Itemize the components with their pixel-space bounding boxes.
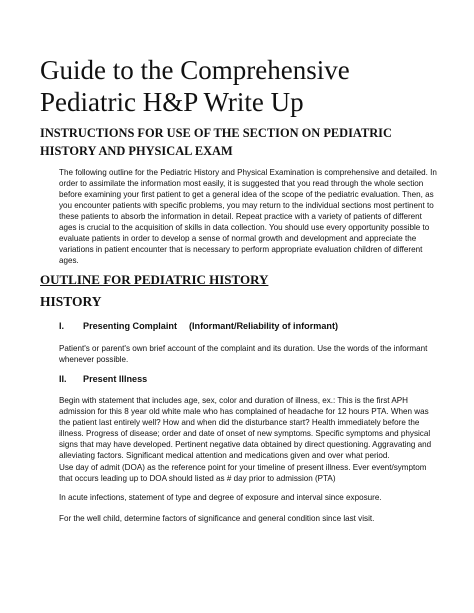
outline-heading: OUTLINE FOR PEDIATRIC HISTORY — [40, 272, 269, 287]
section-heading-present-illness — [59, 373, 147, 385]
section-title: Present Illness — [83, 374, 148, 384]
intro-paragraph: The following outline for the Pediatric History and Physical Examination is comprehensive and detailed. In order to assimilate the information most easily, it is suggested that you read through the whole section before examining your first patient to get a general idea of the scope of the pediatric evaluation. Then, as you encounter patients with specific problems, you may return to the individual sections most pertinent to these patients to absorb the information in detail. Repeat practice with a variety of patients of different ages is crucial to the acquisition of skills in data collection. You should use every opportunity possible to evaluate patients in order to develop a sense of normal growth and development and appreciate the variations in patient encounter that is necessary to perform appropriate evaluation children of different ages. — [59, 168, 437, 265]
instructions-heading: INSTRUCTIONS FOR USE OF THE SECTION ON PEDIATRIC HISTORY AND PHYSICAL EXAM — [40, 126, 392, 158]
section-heading-presenting-complaint — [59, 320, 338, 332]
document-title: Guide to the Comprehensive Pediatric H&P Write Up — [40, 55, 350, 117]
present-illness-paragraph-3: In acute infections, statement of type and degree of exposure and interval since exposure. — [59, 493, 382, 502]
present-illness-paragraph-2: Use day of admit (DOA) as the reference point for your timeline of present illness. Ever event/symptom that occurs leading up to DOA should listed as # day prior to admission (PTA) — [59, 463, 427, 483]
present-illness-paragraph-4: For the well child, determine factors of significance and general condition since last visit. — [59, 514, 375, 523]
section-subtitle: (Informant/Reliability of informant) — [188, 321, 339, 331]
history-heading: HISTORY — [40, 294, 102, 309]
section-title: Presenting Complaint — [83, 321, 177, 331]
section-number: II. — [59, 374, 67, 384]
present-illness-paragraph-1: Begin with statement that includes age, sex, color and duration of illness, ex.: This is the first APH admission for this 8 year old white male who has complained of headache for 12 hours PTA. When was the patient last entirely well? How and when did the disturbance start? Health immediately before the illness. Progress of disease; order and date of onset of new symptoms. Specific symptoms and physical signs that may have developed. Pertinent negative data obtained by direct questioning. Aggravating and alleviating factors. Significant medical attention and medications given and over what period. — [59, 396, 432, 460]
presenting-complaint-text: Patient's or parent's own brief account of the complaint and its duration. Use the words of the informant whenever possible. — [59, 344, 428, 364]
section-number: I. — [59, 321, 65, 331]
